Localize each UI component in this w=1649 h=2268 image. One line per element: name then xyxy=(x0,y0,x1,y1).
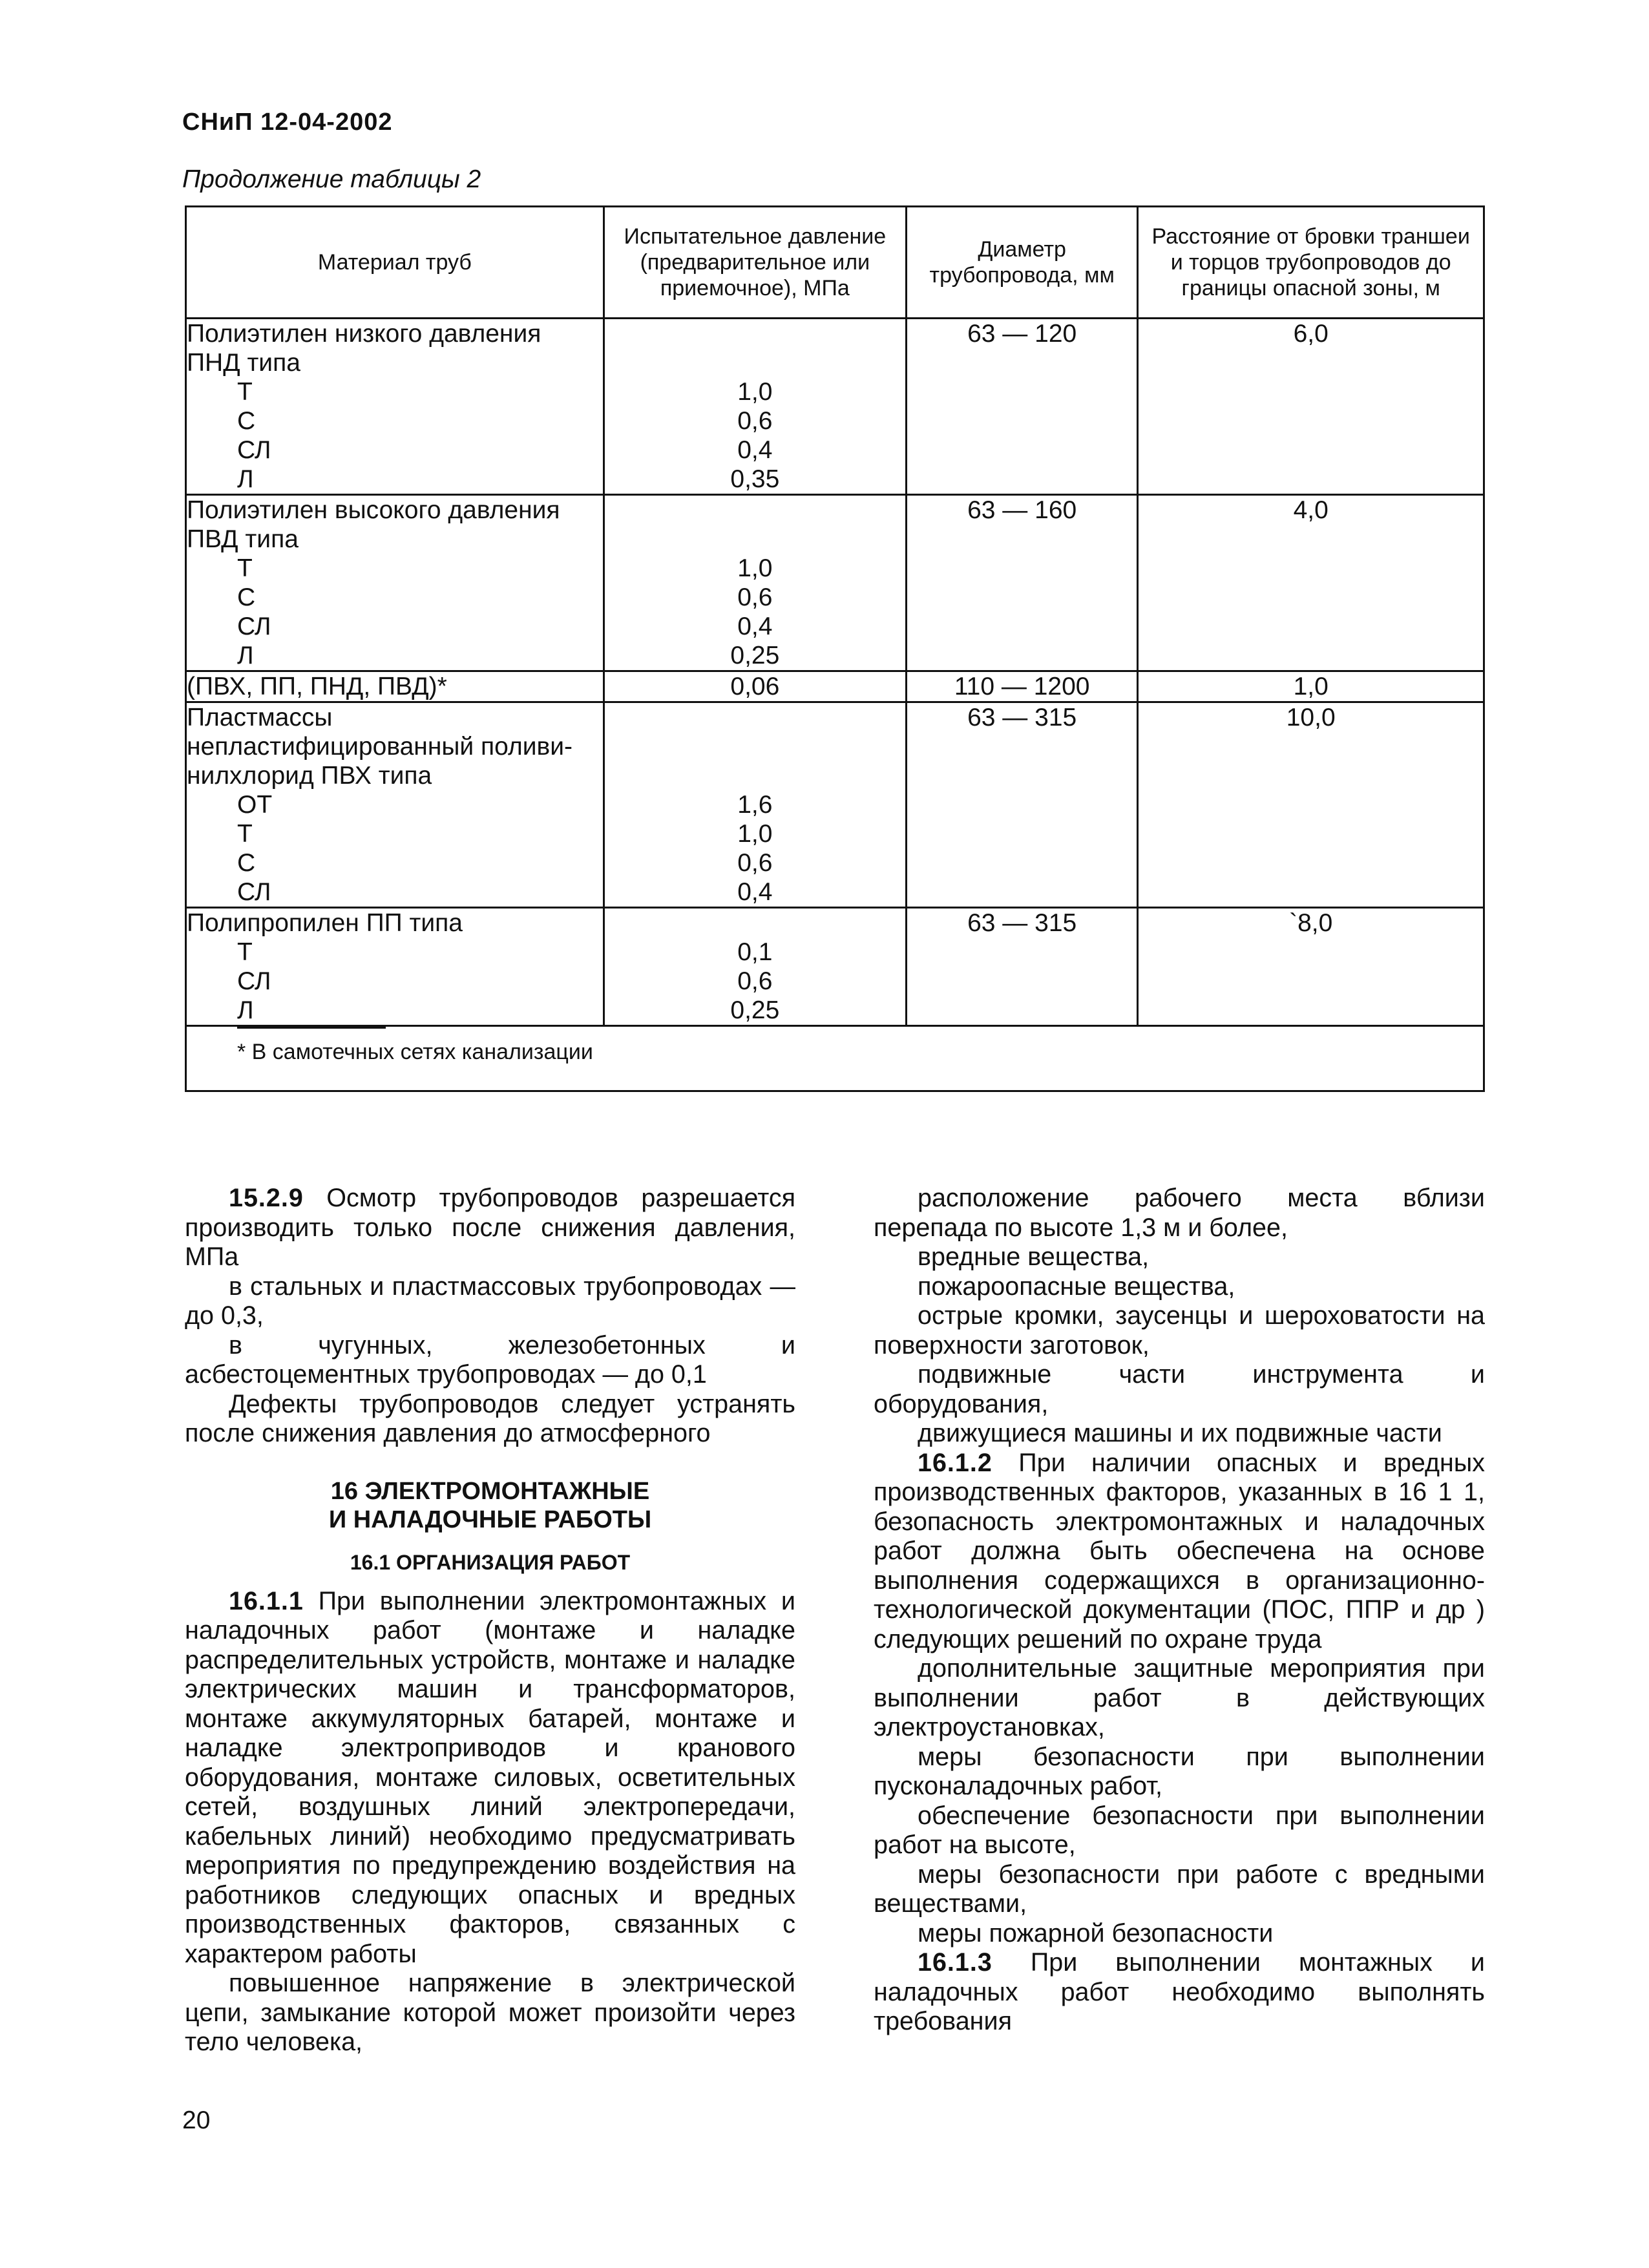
pressure-value: 1,0 xyxy=(737,820,773,848)
pressure-value: 1,0 xyxy=(737,378,773,406)
pressure-value: 0,25 xyxy=(730,642,780,669)
header-distance: Расстояние от бровки траншеи и торцов трубопроводов до границы опасной зоны, м xyxy=(1138,207,1484,319)
pipe-type: Т xyxy=(237,820,253,848)
material-line: Полиэтилен высокого давления xyxy=(187,496,560,524)
table-row xyxy=(186,495,1484,671)
right-text-column xyxy=(874,1184,1485,2037)
clause-number: 16.1.2 xyxy=(918,1448,993,1477)
pressure-value: 1,0 xyxy=(737,554,773,582)
material-line: ПНД типа xyxy=(187,349,300,377)
pipe-type: С xyxy=(237,407,256,435)
pressure-value: 0,6 xyxy=(737,583,773,611)
section-heading-line: И НАЛАДОЧНЫЕ РАБОТЫ xyxy=(328,1506,652,1533)
distance-cell: 6,0 xyxy=(1138,319,1484,495)
paragraph-text: При выполнении электромонтажных и наладочных работ (монтаже и наладке распределительных устройств, монтаже и наладке электрических машин и трансформаторов, монтаже аккумуляторных батарей, монтаже и наладке электроприводов и кранового оборудования, монтаже силовых, осветительных сетей, воздушных линий электропередачи, кабельных линий) необходимо предусматривать мероприятия по предупреждению воздействия на работников следующих опасных и вредных производственных факторов, связанных с характером работы xyxy=(185,1586,795,1968)
pipe-type: СЛ xyxy=(237,967,271,995)
material-cell xyxy=(186,908,604,1026)
paragraph: движущиеся машины и их подвижные части xyxy=(918,1419,1442,1447)
table-row xyxy=(186,671,1484,702)
paragraph-text: При выполнении монтажных и наладочных работ необходимо выполнять требования xyxy=(874,1948,1485,2035)
paragraph: Дефекты трубопроводов следует устранять после снижения давления до атмосферного xyxy=(185,1389,795,1447)
pressure-cell xyxy=(604,495,906,671)
pressure-value: 0,06 xyxy=(730,673,780,700)
paragraph-15-2-9 xyxy=(185,1184,795,1272)
clause-number: 15.2.9 xyxy=(229,1184,304,1212)
pipe-materials-table xyxy=(185,205,1485,1092)
distance-cell: 4,0 xyxy=(1138,495,1484,671)
material-cell xyxy=(186,319,604,495)
pipe-type: Т xyxy=(237,554,253,582)
pressure-value: 0,4 xyxy=(737,436,773,464)
footnote-rule xyxy=(237,1027,386,1029)
material-line: нилхлорид ПВХ типа xyxy=(187,762,432,790)
pressure-cell xyxy=(604,671,906,702)
subsection-heading: 16.1 ОРГАНИЗАЦИЯ РАБОТ xyxy=(350,1550,631,1574)
paragraph: подвижные части инструмента и оборудования, xyxy=(874,1360,1485,1418)
paragraph-16-1-1 xyxy=(185,1587,795,1969)
pressure-value: 0,4 xyxy=(737,878,773,906)
section-heading-line: 16 ЭЛЕКТРОМОНТАЖНЫЕ xyxy=(330,1477,650,1505)
paragraph-text: Осмотр трубопроводов разрешается производить только после снижения давления, МПа xyxy=(185,1184,796,1271)
paragraph-text: При наличии опасных и вредных производственных факторов, указанных в 16 1 1, безопасность электромонтажных и наладочных работ должна быть обеспечена на основе выполнения содержащихся в организационно-технологической документации (ПОС, ППР и др ) следующих решений по охране труда xyxy=(874,1448,1485,1654)
pressure-value: 0,4 xyxy=(737,613,773,640)
paragraph: меры безопасности при выполнении пусконаладочных работ, xyxy=(874,1742,1485,1800)
pressure-value: 1,6 xyxy=(737,791,773,819)
table-row xyxy=(186,908,1484,1026)
diameter-cell: 63 — 160 xyxy=(906,495,1137,671)
header-material: Материал труб xyxy=(186,207,604,319)
paragraph: вредные вещества, xyxy=(918,1243,1150,1271)
pipe-type: Л xyxy=(237,996,254,1024)
pressure-value: 0,6 xyxy=(737,967,773,995)
material-cell xyxy=(186,671,604,702)
diameter-cell: 63 — 315 xyxy=(906,908,1137,1026)
pipe-type: С xyxy=(237,583,256,611)
table-footnote: * В самотечных сетях канализации xyxy=(237,1040,593,1064)
section-heading xyxy=(185,1477,795,1534)
diameter-cell: 110 — 1200 xyxy=(906,671,1137,702)
header-diameter: Диаметр трубопровода, мм xyxy=(906,207,1137,319)
clause-number: 16.1.1 xyxy=(229,1586,304,1615)
paragraph: обеспечение безопасности при выполнении работ на высоте, xyxy=(874,1801,1485,1859)
header-test-pressure: Испытательное давление (предварительное или приемочное), МПа xyxy=(604,207,906,319)
material-line: (ПВХ, ПП, ПНД, ПВД)* xyxy=(187,673,447,700)
paragraph: пожароопасные вещества, xyxy=(918,1272,1235,1301)
material-cell xyxy=(186,702,604,908)
table-row xyxy=(186,319,1484,495)
diameter-cell: 63 — 315 xyxy=(906,702,1137,908)
paragraph: расположение рабочего места вблизи перепада по высоте 1,3 м и более, xyxy=(874,1184,1485,1242)
pressure-cell xyxy=(604,908,906,1026)
pressure-value: 0,25 xyxy=(730,996,780,1024)
material-line: Пластмассы xyxy=(187,704,333,731)
pipe-type: СЛ xyxy=(237,613,271,640)
pipe-type: СЛ xyxy=(237,878,271,906)
material-line: Полиэтилен низкого давления xyxy=(187,320,541,348)
pipe-type: С xyxy=(237,849,256,877)
table-footnote-row xyxy=(186,1026,1484,1091)
paragraph-16-1-3 xyxy=(874,1948,1485,2037)
pipe-type: Т xyxy=(237,378,253,406)
distance-cell: `8,0 xyxy=(1138,908,1484,1026)
paragraph: дополнительные защитные мероприятия при выполнении работ в действующих электроустановках, xyxy=(874,1654,1485,1741)
pressure-cell xyxy=(604,702,906,908)
pipe-type: ОТ xyxy=(237,791,273,819)
material-line: Полипропилен ПП типа xyxy=(187,909,463,937)
footnote-cell xyxy=(186,1026,1484,1091)
pressure-value: 0,1 xyxy=(737,938,773,966)
pressure-cell xyxy=(604,319,906,495)
document-code: СНиП 12-04-2002 xyxy=(182,109,393,136)
distance-cell: 1,0 xyxy=(1138,671,1484,702)
pipe-type: Л xyxy=(237,465,254,493)
clause-number: 16.1.3 xyxy=(918,1948,993,1977)
paragraph: меры пожарной безопасности xyxy=(918,1918,1274,1948)
pressure-value: 0,6 xyxy=(737,849,773,877)
pipe-type: СЛ xyxy=(237,436,271,464)
pressure-value: 0,6 xyxy=(737,407,773,435)
distance-cell: 10,0 xyxy=(1138,702,1484,908)
material-cell xyxy=(186,495,604,671)
paragraph: в чугунных, железобетонных и асбестоцементных трубопроводах — до 0,1 xyxy=(185,1330,795,1389)
table-caption: Продолжение таблицы 2 xyxy=(182,165,481,193)
pressure-value: 0,35 xyxy=(730,465,780,493)
paragraph: меры безопасности при работе с вредными веществами, xyxy=(874,1860,1485,1918)
table-row xyxy=(186,702,1484,908)
material-line: ПВД типа xyxy=(187,525,299,553)
pipe-type: Т xyxy=(237,938,253,966)
page-number: 20 xyxy=(182,2106,211,2134)
diameter-cell: 63 — 120 xyxy=(906,319,1137,495)
material-line: непластифицированный поливи- xyxy=(187,733,572,761)
pipe-type: Л xyxy=(237,642,254,669)
paragraph: в стальных и пластмассовых трубопроводах — до 0,3, xyxy=(185,1272,795,1330)
paragraph-16-1-2 xyxy=(874,1449,1485,1655)
left-text-column xyxy=(185,1184,795,2057)
table-header-row xyxy=(186,207,1484,319)
paragraph: острые кромки, заусенцы и шероховатости на поверхности заготовок, xyxy=(874,1301,1485,1360)
paragraph: повышенное напряжение в электрической цепи, замыкание которой может произойти через тело человека, xyxy=(185,1969,795,2056)
